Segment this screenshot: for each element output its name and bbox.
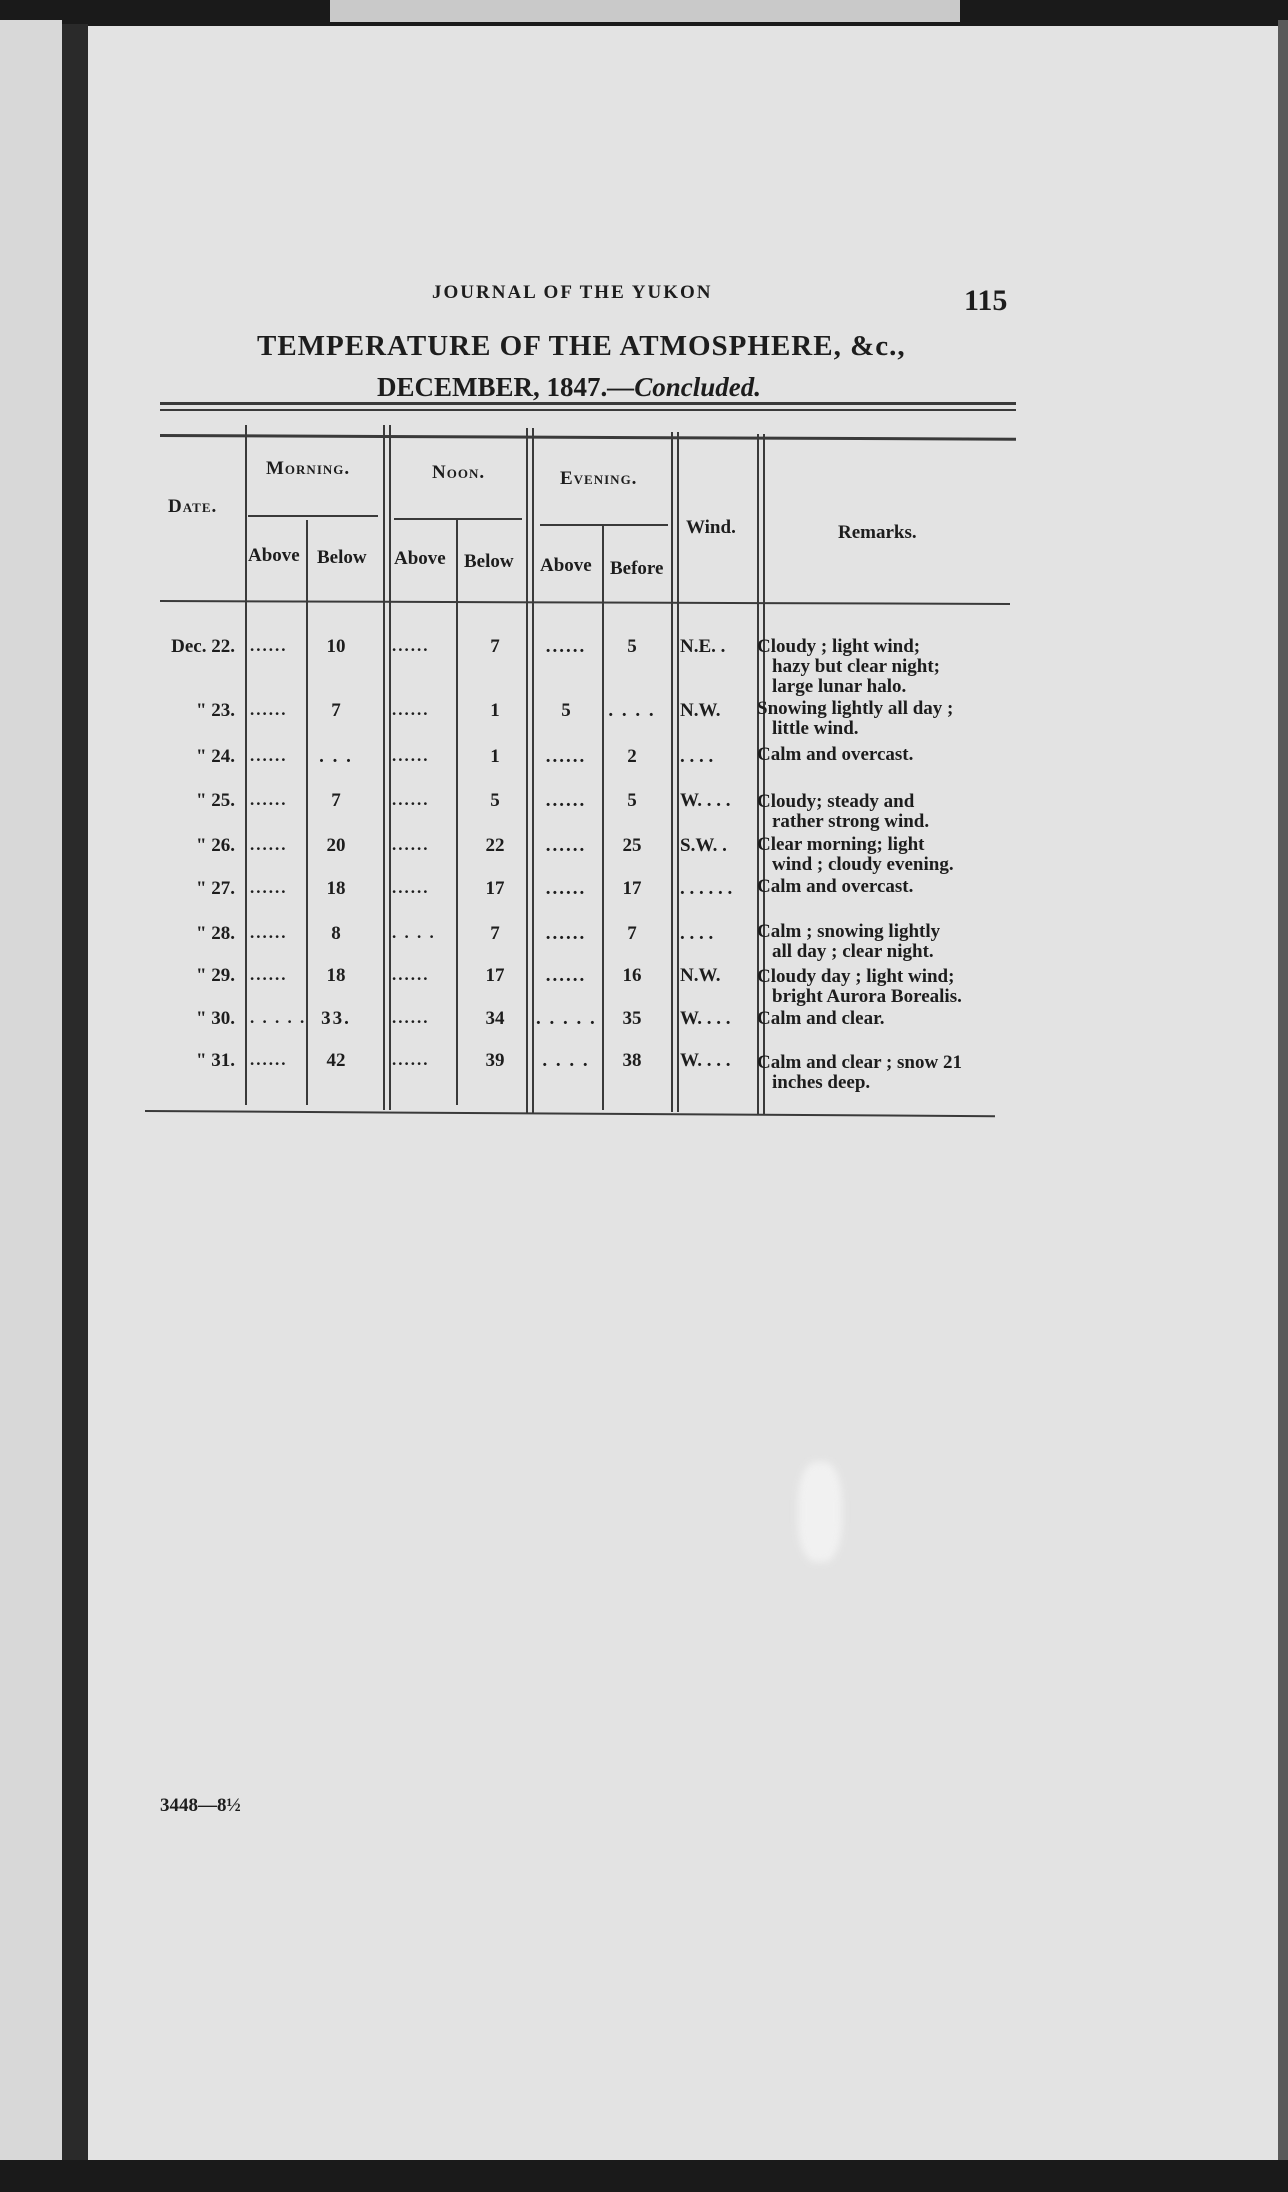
cell-remarks: large lunar halo.: [772, 676, 907, 697]
noon-underline: [394, 518, 522, 520]
col-line-noon-2: [389, 425, 391, 1110]
cell-e-before: 38: [622, 1050, 642, 1071]
cell-date: " 23.: [195, 700, 235, 721]
cell-e-before: 35: [622, 1008, 642, 1029]
cell-m-below: . . .: [319, 746, 353, 767]
paper-smudge: [798, 1462, 842, 1562]
cell-e-before: 25: [622, 835, 642, 856]
col-line-evening-1: [526, 428, 528, 1113]
cell-m-below: 33.: [321, 1008, 351, 1029]
cell-e-before: 17: [622, 878, 642, 899]
title-concluded: —Concluded.: [607, 372, 762, 402]
cell-e-above: ......: [545, 746, 587, 767]
page-number: 115: [964, 284, 1008, 317]
cell-remarks: Calm ; snowing lightly: [757, 921, 941, 942]
cell-remarks: Calm and overcast.: [757, 744, 914, 765]
col-line-n-split: [456, 520, 458, 1105]
cell-n-above: ......: [392, 965, 430, 984]
cell-n-below: 1: [490, 746, 500, 767]
cell-remarks: hazy but clear night;: [772, 656, 941, 677]
cell-n-above: . . . .: [392, 923, 436, 942]
cell-date: " 24.: [195, 746, 235, 767]
cell-n-below: 5: [490, 790, 500, 811]
cell-n-above: ......: [392, 790, 430, 809]
cell-remarks: Cloudy day ; light wind;: [757, 966, 955, 987]
header-wind: Wind.: [686, 517, 736, 538]
cell-e-before: 7: [627, 923, 637, 944]
cell-n-below: 7: [490, 636, 500, 657]
cell-date: " 29.: [195, 965, 235, 986]
header-noon: Noon.: [432, 462, 486, 483]
cell-remarks: bright Aurora Borealis.: [772, 986, 962, 1007]
header-noon-below: Below: [464, 551, 514, 572]
cell-date: " 27.: [195, 878, 235, 899]
signature-code: 3448—8½: [160, 1795, 241, 1816]
cell-m-below: 18: [326, 965, 346, 986]
cell-date: " 31.: [195, 1050, 235, 1071]
cell-remarks: Snowing lightly all day ;: [757, 698, 954, 719]
left-facing-page: [0, 20, 62, 2160]
cell-m-above: ......: [250, 636, 288, 655]
morning-underline: [248, 515, 378, 517]
cell-e-above: . . . .: [542, 1050, 590, 1071]
cell-e-above: ......: [545, 923, 587, 944]
cell-remarks: Cloudy; steady and: [757, 791, 915, 812]
cell-e-before: 2: [627, 746, 637, 767]
cell-n-above: ......: [392, 636, 430, 655]
cell-m-above: ......: [250, 878, 288, 897]
cell-wind: W. . . .: [680, 1050, 731, 1071]
cell-remarks: all day ; clear night.: [772, 941, 934, 962]
cell-n-above: ......: [392, 878, 430, 897]
cell-n-above: ......: [392, 700, 430, 719]
cell-e-above: ......: [545, 878, 587, 899]
col-line-noon-1: [383, 425, 385, 1110]
cell-m-above: ......: [250, 790, 288, 809]
cell-n-below: 34: [485, 1008, 505, 1029]
cell-m-below: 10: [326, 636, 346, 657]
cell-remarks: Calm and clear ; snow 21: [757, 1052, 962, 1073]
cell-wind: S.W. .: [680, 835, 727, 856]
top-page-edge: [330, 0, 960, 22]
cell-e-above: 5: [561, 700, 571, 721]
cell-wind: W. . . .: [680, 1008, 731, 1029]
cell-wind: . . . . . .: [680, 878, 733, 899]
top-rule-2: [160, 409, 1016, 411]
cell-n-below: 17: [485, 965, 505, 986]
cell-date: " 26.: [195, 835, 235, 856]
header-morning-below: Below: [317, 547, 367, 568]
cell-m-below: 42: [326, 1050, 346, 1071]
title-month-year: DECEMBER, 1847.: [377, 372, 608, 402]
top-rule-1: [160, 402, 1016, 405]
cell-e-before: 5: [627, 636, 637, 657]
header-date: Date.: [168, 496, 218, 517]
cell-date: Dec. 22.: [171, 636, 235, 657]
cell-n-above: ......: [392, 1008, 430, 1027]
cell-wind: . . . .: [680, 746, 714, 767]
header-morning: Morning.: [266, 458, 351, 479]
col-line-wind-1: [671, 432, 673, 1112]
cell-n-below: 17: [485, 878, 505, 899]
header-morning-above: Above: [248, 545, 300, 566]
cell-e-above: ......: [545, 636, 587, 657]
cell-m-below: 20: [326, 835, 346, 856]
cell-wind: N.W.: [680, 700, 721, 721]
cell-e-above: ......: [545, 965, 587, 986]
cell-n-above: ......: [392, 746, 430, 765]
cell-remarks: rather strong wind.: [772, 811, 930, 832]
table-title-line2: [377, 372, 761, 403]
col-line-evening-2: [532, 428, 534, 1113]
header-evening-before: Before: [610, 558, 664, 579]
cell-e-above: ......: [545, 835, 587, 856]
cell-n-above: ......: [392, 1050, 430, 1069]
cell-wind: . . . .: [680, 923, 714, 944]
cell-e-above: . . . . .: [536, 1008, 597, 1029]
running-head: JOURNAL OF THE YUKON: [432, 282, 713, 303]
cell-wind: N.E. .: [680, 636, 726, 657]
cell-m-below: 18: [326, 878, 346, 899]
cell-m-above: ......: [250, 923, 288, 942]
cell-n-below: 39: [485, 1050, 505, 1071]
cell-wind: N.W.: [680, 965, 721, 986]
cell-n-above: ......: [392, 835, 430, 854]
cell-m-above: ......: [250, 700, 288, 719]
header-evening-above: Above: [540, 555, 592, 576]
col-line-morning: [245, 425, 247, 1105]
cell-e-above: ......: [545, 790, 587, 811]
cell-n-below: 22: [485, 835, 505, 856]
cell-m-above: ......: [250, 1050, 288, 1069]
cell-m-above: ......: [250, 835, 288, 854]
cell-m-below: 7: [331, 700, 341, 721]
cell-e-before: . . . .: [608, 700, 656, 721]
cell-m-above: . . . . .: [250, 1008, 307, 1027]
cell-remarks: Cloudy ; light wind;: [757, 636, 921, 657]
cell-m-below: 7: [331, 790, 341, 811]
evening-underline: [540, 524, 668, 526]
cell-date: " 28.: [195, 923, 235, 944]
cell-remarks: little wind.: [772, 718, 859, 739]
header-evening: Evening.: [560, 468, 638, 489]
cell-remarks: Calm and overcast.: [757, 876, 914, 897]
bottom-page-edge: [0, 2160, 1288, 2192]
cell-e-before: 16: [622, 965, 642, 986]
header-remarks: Remarks.: [838, 522, 917, 543]
cell-remarks: inches deep.: [772, 1072, 871, 1093]
book-binding: [62, 24, 88, 2160]
cell-remarks: Calm and clear.: [757, 1008, 885, 1029]
col-line-wind-2: [677, 432, 679, 1112]
cell-remarks: wind ; cloudy evening.: [772, 854, 954, 875]
table-title-line1: TEMPERATURE OF THE ATMOSPHERE, &c.,: [257, 330, 906, 362]
cell-m-above: ......: [250, 746, 288, 765]
cell-date: " 30.: [195, 1008, 235, 1029]
cell-n-below: 1: [490, 700, 500, 721]
cell-remarks: Clear morning; light: [757, 834, 925, 855]
cell-e-before: 5: [627, 790, 637, 811]
right-page-edge: [1278, 20, 1288, 2170]
cell-n-below: 7: [490, 923, 500, 944]
cell-wind: W. . . .: [680, 790, 731, 811]
cell-date: " 25.: [195, 790, 235, 811]
header-noon-above: Above: [394, 548, 446, 569]
cell-m-below: 8: [331, 923, 341, 944]
cell-m-above: ......: [250, 965, 288, 984]
